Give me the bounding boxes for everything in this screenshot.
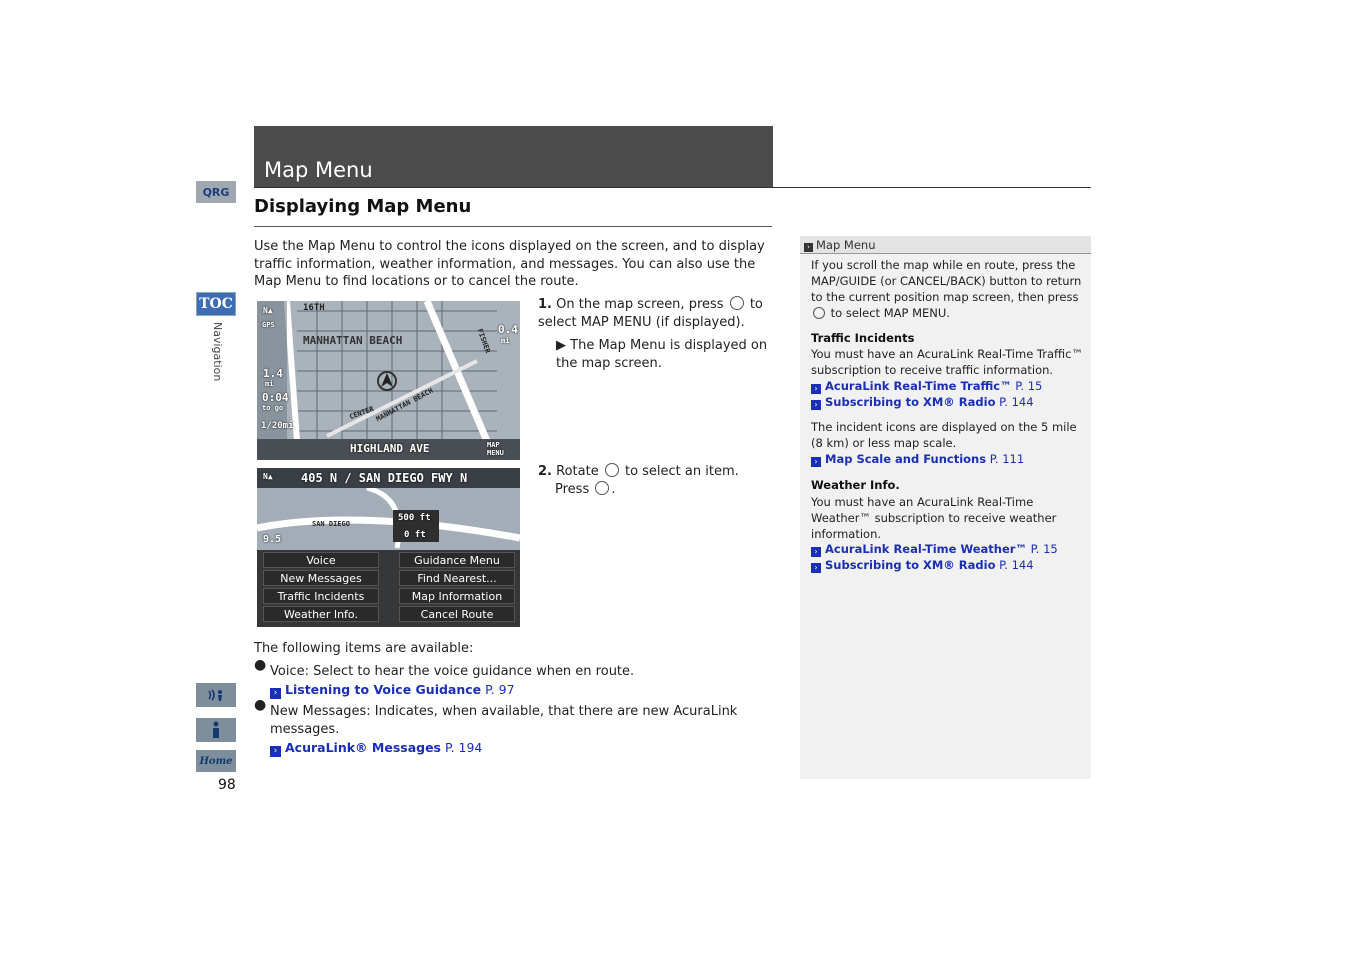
sidebar-notes: [800, 236, 1091, 779]
xref-acuralink-messages[interactable]: [270, 740, 482, 757]
intro-paragraph: Use the Map Menu to control the icons displayed on the screen, and to display traffic information, weather information, and messages. You can also use the Map Menu to find locations or to cancel the route.: [254, 239, 765, 289]
incident-text: The incident icons are displayed on the 5 mile (8 km) or less map scale.: [811, 420, 1077, 450]
map-street-label-diag: MANHATTAN BEACH: [374, 386, 435, 424]
step-1: [538, 296, 770, 331]
sidebar-p1-key: MAP MENU: [883, 306, 947, 320]
step-2-text-c: Press: [555, 481, 590, 497]
sidebar-header: [800, 236, 1091, 254]
map-north-indicator: N▲: [263, 306, 273, 315]
step-1-key: MAP MENU: [580, 314, 652, 330]
traffic-text: You must have an AcuraLink Real-Time Traffic™ subscription to receive traffic information.: [811, 347, 1083, 377]
map-menu-screen-image: [257, 468, 520, 627]
bullet-icon: ●: [254, 657, 267, 673]
xref-arrow-icon: ›: [270, 688, 281, 699]
sidebar-p1-b: to select: [830, 306, 881, 320]
menu-item-guidance-menu[interactable]: Guidance Menu: [399, 552, 515, 568]
xref-arrow-icon: ›: [811, 384, 821, 394]
map-distance-value: 1.4: [263, 367, 283, 380]
step-1-text-b: to select: [538, 297, 763, 330]
xref-map-scale[interactable]: [811, 452, 1024, 467]
traffic-heading: Traffic Incidents: [811, 331, 915, 345]
xref-subscribing-xm-1[interactable]: [811, 395, 1034, 410]
qrg-button[interactable]: [196, 181, 236, 203]
toc-button[interactable]: [196, 292, 236, 316]
sidebar-header-text: Map Menu: [816, 238, 876, 252]
list-item-new-messages: [254, 697, 754, 738]
sidebar-p1-c: .: [946, 306, 950, 320]
sidebar-divider: [800, 253, 1091, 254]
menu-item-voice[interactable]: Voice: [263, 552, 379, 568]
step-1-result-text: The Map Menu is displayed on the map screen.: [556, 338, 768, 371]
weather-heading: Weather Info.: [811, 478, 900, 492]
weather-text: You must have an AcuraLink Real-Time Weather™ subscription to receive weather information.: [811, 495, 1057, 541]
menu-item-find-nearest[interactable]: Find Nearest...: [399, 570, 515, 586]
section-divider: [254, 226, 772, 227]
item-text: Select to hear the voice guidance when en route.: [313, 664, 635, 679]
xref-realtime-weather[interactable]: [811, 542, 1058, 557]
xref-arrow-icon: ›: [270, 746, 281, 757]
interface-dial-press-icon: [730, 296, 744, 310]
info-icon: [209, 721, 223, 739]
info-button[interactable]: [196, 718, 236, 742]
step-2-text-b: to select an item.: [624, 464, 739, 479]
xref-arrow-icon: ›: [811, 563, 821, 573]
menu-zero-ft: 0 ft: [404, 530, 426, 540]
page-number: 98: [218, 777, 236, 793]
chapter-title-bar: [254, 126, 773, 188]
map-time-unit: to go: [262, 404, 284, 412]
map-street-label-fisher: FISHER: [475, 327, 492, 355]
menu-item-cancel-route[interactable]: Cancel Route: [399, 606, 515, 622]
step-2-text-d: .: [611, 481, 616, 497]
note-marker-icon: ›: [804, 243, 813, 252]
map-drawing: [257, 301, 520, 460]
xref-title: Subscribing to XM® Radio: [825, 558, 996, 572]
page-title: Map Menu: [264, 158, 373, 182]
xref-title: AcuraLink Real-Time Traffic™: [825, 379, 1012, 393]
menu-dist-ft: 500 ft: [398, 513, 431, 523]
menu-item-new-messages[interactable]: New Messages: [263, 570, 379, 586]
step-2-text-a: Rotate: [556, 464, 599, 479]
xref-page: P. 194: [444, 740, 483, 755]
interface-dial-rotate-icon: [605, 463, 619, 477]
xref-arrow-icon: ›: [811, 547, 821, 557]
xref-title: AcuraLink® Messages: [285, 740, 441, 755]
xref-page: P. 15: [1015, 379, 1043, 393]
xref-page: P. 144: [999, 558, 1034, 572]
voice-command-icon: [206, 687, 226, 703]
interface-dial-press-icon: [595, 481, 609, 495]
menu-item-weather-info[interactable]: Weather Info.: [263, 606, 379, 622]
xref-arrow-icon: ›: [811, 457, 821, 467]
home-button[interactable]: [196, 750, 236, 772]
xref-page: P. 97: [485, 682, 515, 697]
xref-title: Subscribing to XM® Radio: [825, 395, 996, 409]
menu-item-map-information[interactable]: Map Information: [399, 588, 515, 604]
sidebar-paragraph-1: [811, 257, 1083, 321]
sidebar-p1-a: If you scroll the map while en route, press the MAP/GUIDE (or CANCEL/BACK) button to return to the current position map screen, then press: [811, 258, 1082, 304]
title-divider: [254, 187, 1091, 188]
list-item-voice: [254, 657, 754, 681]
xref-page: P. 111: [989, 452, 1025, 466]
menu-place-label: SAN DIEGO: [312, 520, 350, 528]
result-arrow-icon: ▶: [556, 338, 566, 353]
map-street-label-center: CENTER: [348, 404, 375, 422]
step-1-number: 1.: [538, 297, 552, 312]
xref-realtime-traffic[interactable]: [811, 379, 1042, 394]
xref-title: Listening to Voice Guidance: [285, 682, 482, 697]
map-city-label: MANHATTAN BEACH: [303, 334, 403, 347]
xref-title: AcuraLink Real-Time Weather™: [825, 542, 1027, 556]
step-2: [538, 463, 770, 498]
map-scale-label: 1/20mi: [261, 421, 294, 431]
item-text: Indicates, when available, that there are new AcuraLink messages.: [270, 704, 738, 737]
menu-side-dist: 9.5: [263, 534, 282, 545]
step-2-number: 2.: [538, 464, 552, 479]
map-street-label: 16TH: [303, 303, 325, 313]
voice-command-button[interactable]: [196, 683, 236, 707]
map-distance-unit: mi: [265, 380, 274, 388]
section-tab-label: Navigation: [211, 322, 224, 382]
map-right-distance-unit: mi: [501, 337, 510, 345]
item-label: New Messages:: [270, 704, 371, 719]
items-lead-text: The following items are available:: [254, 641, 474, 656]
map-current-street: HIGHLAND AVE: [350, 442, 430, 455]
step-1-text-a: On the map screen, press: [556, 297, 724, 312]
map-time-value: 0:04: [262, 391, 289, 404]
item-label: Voice:: [270, 664, 309, 679]
map-screen-image: [257, 301, 520, 460]
xref-arrow-icon: ›: [811, 400, 821, 410]
map-menu-label: MAP MENU: [487, 441, 504, 457]
bullet-icon: ●: [254, 697, 267, 713]
step-1-text-c: (if displayed).: [655, 314, 745, 330]
menu-item-traffic-incidents[interactable]: Traffic Incidents: [263, 588, 379, 604]
home-icon: Home: [199, 755, 233, 767]
xref-subscribing-xm-2[interactable]: [811, 558, 1034, 573]
menu-road-label: 405 N / SAN DIEGO FWY N: [301, 471, 468, 485]
interface-dial-press-icon: [813, 307, 825, 319]
xref-page: P. 15: [1030, 542, 1058, 556]
map-gps-label: GPS: [262, 321, 275, 329]
toc-label: TOC: [199, 296, 233, 312]
section-heading: Displaying Map Menu: [254, 196, 472, 217]
xref-listening-voice-guidance[interactable]: [270, 682, 515, 699]
xref-title: Map Scale and Functions: [825, 452, 987, 466]
map-right-distance: 0.4: [498, 323, 518, 336]
step-1-result: [556, 337, 770, 372]
xref-page: P. 144: [999, 395, 1034, 409]
qrg-label: QRG: [202, 185, 230, 199]
menu-north-indicator: N▲: [263, 472, 273, 481]
